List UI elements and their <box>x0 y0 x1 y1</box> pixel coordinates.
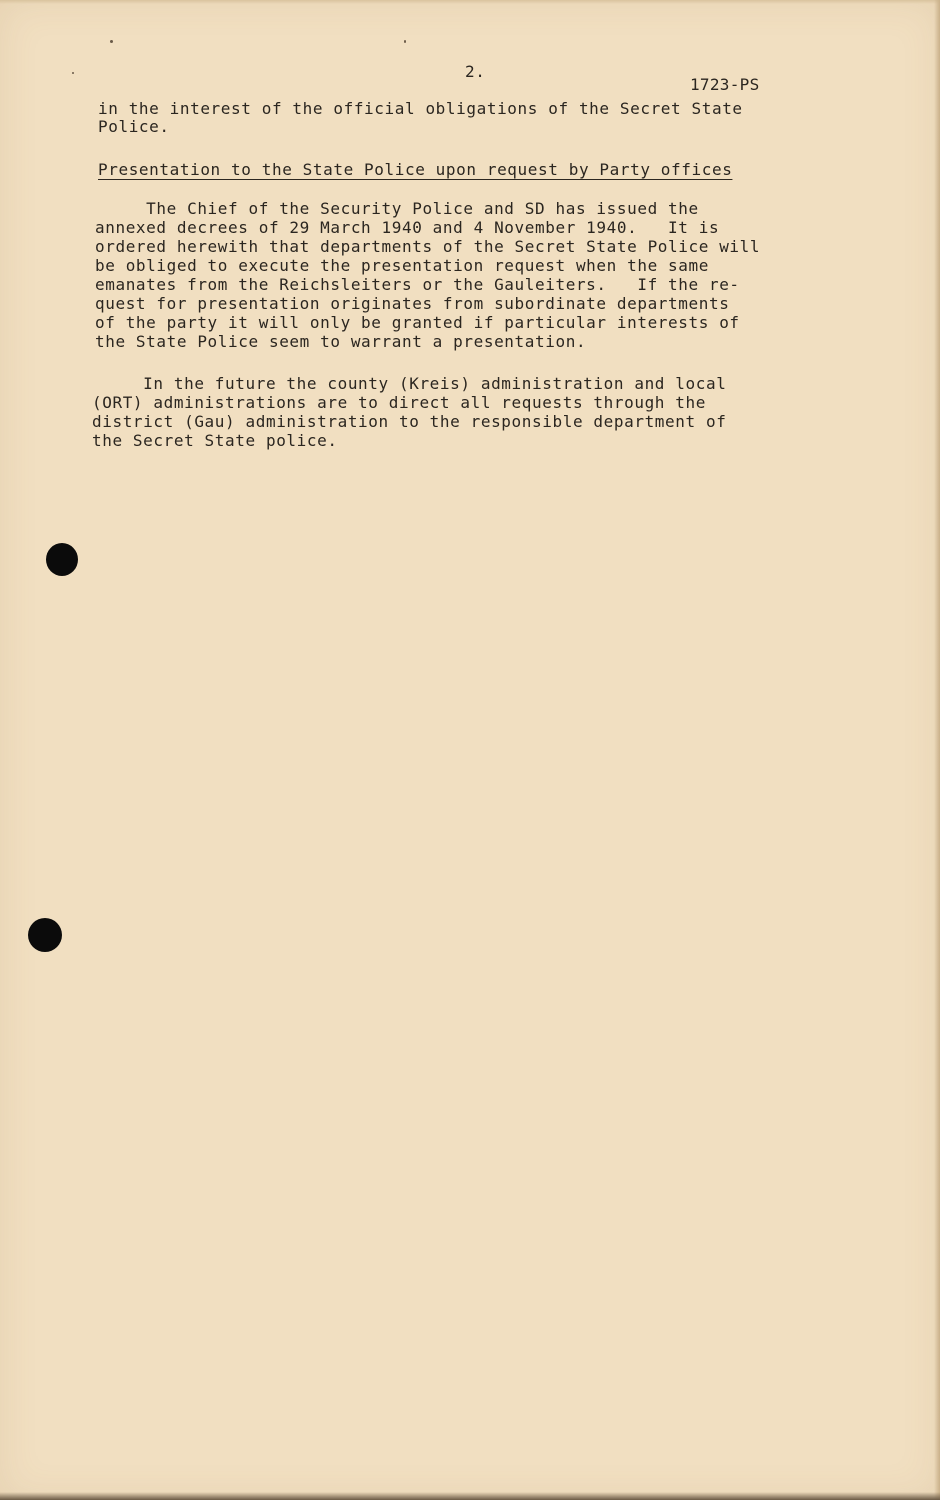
paper-speck <box>72 72 74 74</box>
paragraph-1: The Chief of the Security Police and SD has issued the annexed decrees of 29 March 1940 and 4 November 1940. It is ordered herewith that departments of the Secret State Police will be obliged to execute the presentation request when the same emanates from the Reichsleiters or the Gauleiters. If the re- quest for presentation originates from subordinate departments of the party it will only be granted if particular interests of the State Police seem to warrant a presentation. <box>95 199 761 351</box>
punch-hole-lower <box>28 918 62 952</box>
page-number: 2. <box>465 62 486 81</box>
page-right-edge <box>934 0 940 1500</box>
document-id: 1723-PS <box>690 75 760 94</box>
intro-text: in the interest of the official obligations of the Secret State Police. <box>98 99 743 136</box>
punch-hole-upper <box>46 543 78 576</box>
page-bottom-edge <box>0 1492 940 1500</box>
paper-speck <box>110 40 113 43</box>
page-top-edge <box>0 0 940 4</box>
paragraph-2: In the future the county (Kreis) administration and local (ORT) administrations are to direct all requests through the district (Gau) administration to the responsible department of the Secret State police. <box>92 374 727 450</box>
section-heading: Presentation to the State Police upon request by Party offices <box>98 160 733 179</box>
paper-speck <box>404 40 406 43</box>
